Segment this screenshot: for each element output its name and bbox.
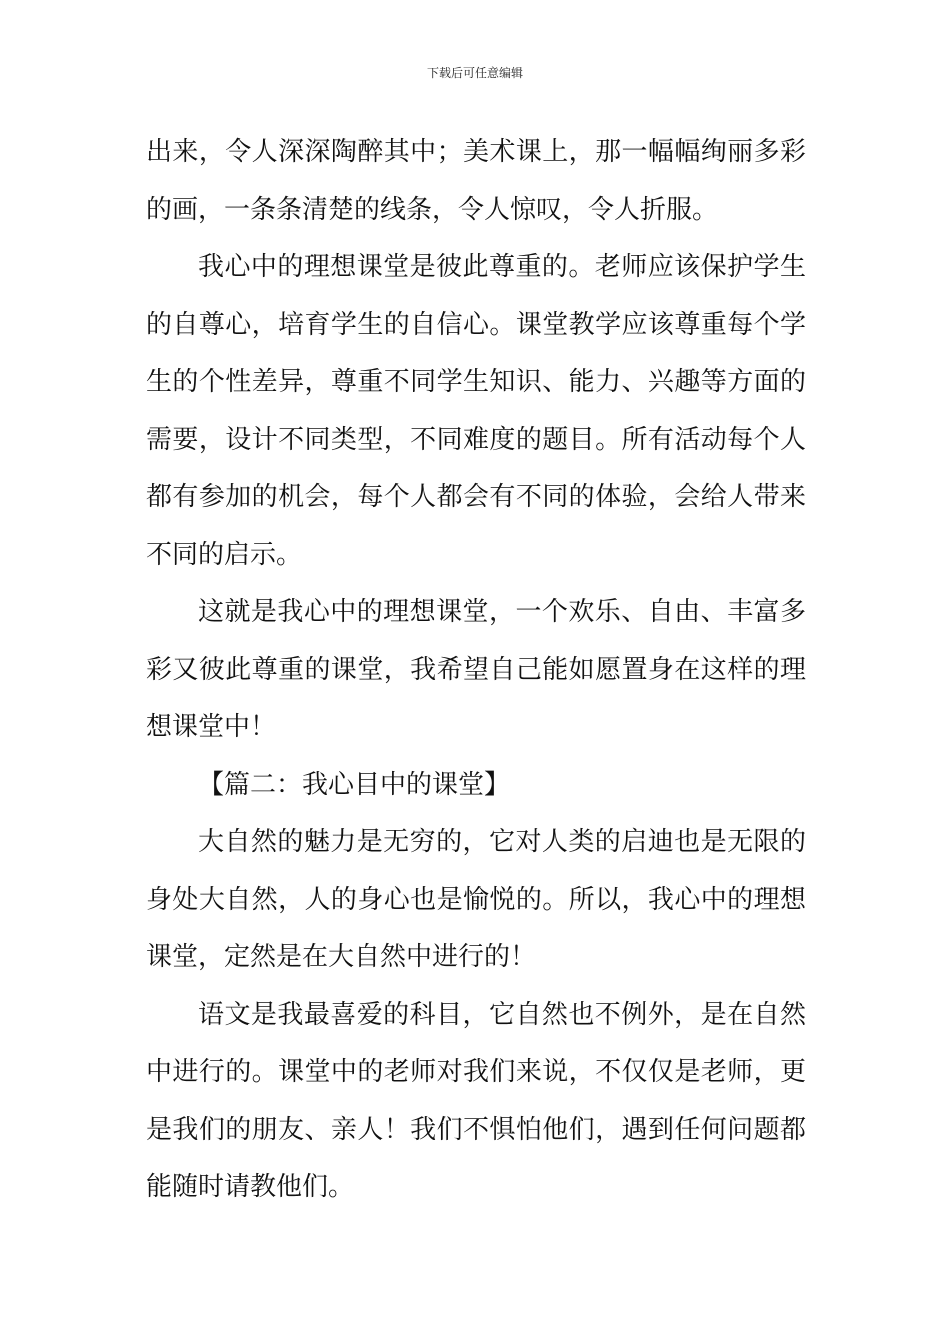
paragraph-4: 大自然的魅力是无穷的，它对人类的启迪也是无限的身处大自然，人的身心也是愉悦的。所以，我心中的理想课堂，定然是在大自然中进行的！ bbox=[146, 827, 806, 972]
paragraph-5: 语文是我最喜爱的科目，它自然也不例外，是在自然中进行的。课堂中的老师对我们来说，不仅仅是老师，更是我们的朋友、亲人！我们不惧怕他们，遇到任何问题都能随时请教他们。 bbox=[146, 999, 806, 1202]
section-heading: 【篇二：我心目中的课堂】 bbox=[198, 769, 511, 800]
document-body bbox=[146, 124, 806, 1217]
paragraph-1: 出来，令人深深陶醉其中；美术课上，那一幅幅绚丽多彩的画，一条条清楚的线条，令人惊叹，令人折服。 bbox=[146, 137, 806, 225]
paragraph-2: 我心中的理想课堂是彼此尊重的。老师应该保护学生的自尊心，培育学生的自信心。课堂教学应该尊重每个学生的个性差异，尊重不同学生知识、能力、兴趣等方面的需要，设计不同类型，不同难度的题目。所有活动每个人都有参加的机会，每个人都会有不同的体验，会给人带来不同的启示。 bbox=[146, 252, 806, 570]
page-header: 下载后可任意编辑 bbox=[426, 66, 523, 80]
paragraph-3: 这就是我心中的理想课堂，一个欢乐、自由、丰富多彩又彼此尊重的课堂，我希望自己能如愿置身在这样的理想课堂中！ bbox=[146, 597, 806, 742]
